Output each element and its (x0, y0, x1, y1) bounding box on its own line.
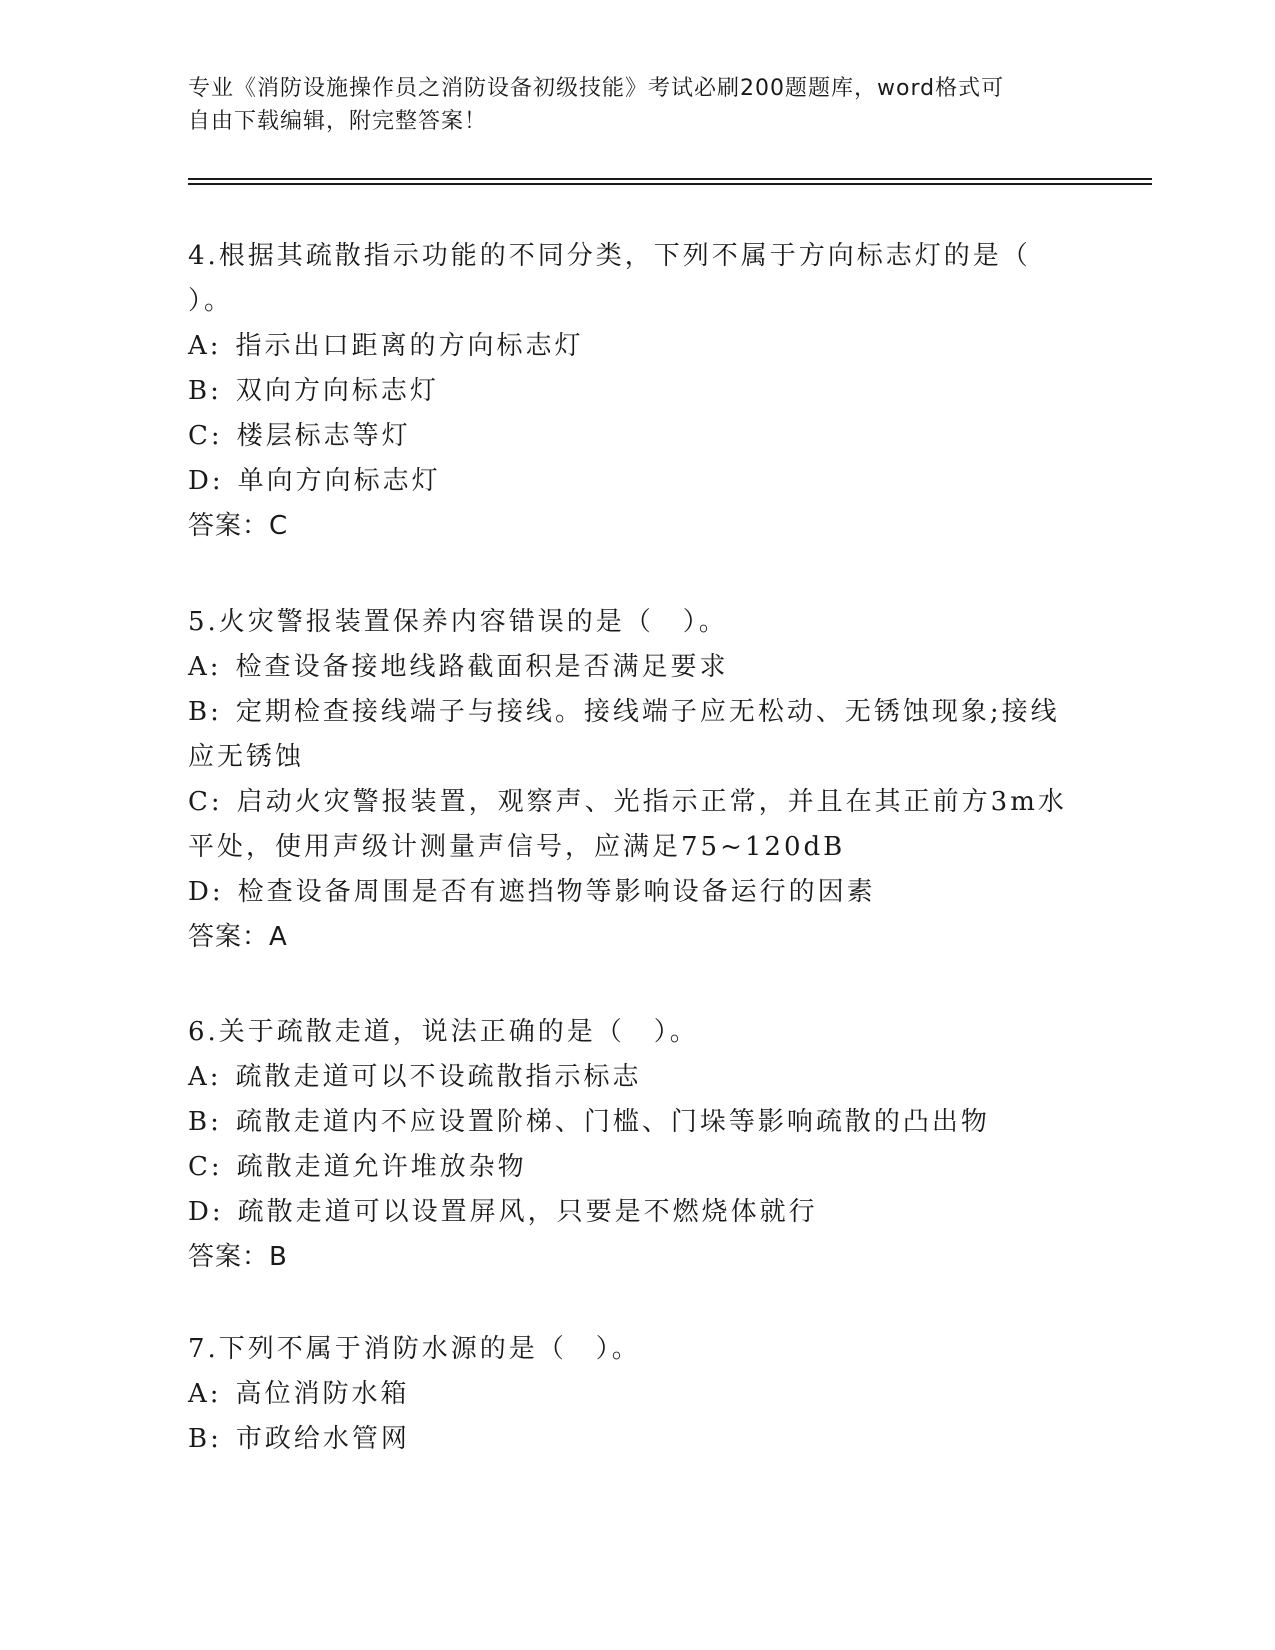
option-letter: A: (188, 1379, 222, 1409)
option-letter: D: (188, 877, 224, 907)
option-letter: A: (188, 652, 222, 682)
question-stem-continued: ）。 (188, 286, 234, 316)
option-text: 指示出口距离的方向标志灯 (235, 331, 584, 361)
option-text: 疏散走道可以不设疏散指示标志 (235, 1062, 642, 1092)
option-b (188, 690, 1068, 735)
option-d (188, 870, 1068, 915)
option-text: 单向方向标志灯 (237, 466, 441, 496)
question-6 (188, 1010, 1068, 1280)
header-line-2: 自由下载编辑，附完整答案！ (188, 109, 488, 134)
option-c-continued: 平处，使用声级计测量声信号，应满足75~120dB (188, 832, 846, 862)
option-b-continued: 应无锈蚀 (188, 742, 305, 772)
option-letter: B: (188, 376, 222, 406)
document-header (188, 72, 1068, 138)
option-letter: A: (188, 331, 222, 361)
option-text: 疏散走道可以设置屏风，只要是不燃烧体就行 (237, 1197, 818, 1227)
header-line-1: 专业《消防设施操作员之消防设备初级技能》考试必刷200题题库，word格式可 (188, 76, 1005, 101)
answer: 答案：B (188, 1242, 288, 1272)
option-text: 检查设备接地线路截面积是否满足要求 (235, 652, 729, 682)
option-letter: B: (188, 697, 222, 727)
option-letter: C: (188, 421, 223, 451)
question-stem: 5.火灾警报装置保养内容错误的是（ ）。 (188, 607, 728, 637)
question-stem: 7.下列不属于消防水源的是（ ）。 (188, 1334, 641, 1364)
option-letter: D: (188, 466, 224, 496)
option-text: 双向方向标志灯 (235, 376, 439, 406)
option-a (188, 1055, 1068, 1100)
option-text: 疏散走道允许堆放杂物 (236, 1152, 527, 1182)
option-d (188, 459, 1068, 504)
header-divider-bottom (188, 183, 1152, 185)
option-d (188, 1190, 1068, 1235)
option-letter: B: (188, 1107, 222, 1137)
header-divider-top (188, 178, 1152, 180)
option-text: 启动火灾警报装置，观察声、光指示正常，并且在其正前方3m水 (236, 787, 1067, 817)
option-c (188, 780, 1068, 825)
option-letter: D: (188, 1197, 224, 1227)
question-4 (188, 234, 1068, 549)
option-text: 定期检查接线端子与接线。接线端子应无松动、无锈蚀现象;接线 (235, 697, 1060, 727)
option-text: 市政给水管网 (235, 1424, 410, 1454)
option-text: 高位消防水箱 (235, 1379, 410, 1409)
option-text: 检查设备周围是否有遮挡物等影响设备运行的因素 (237, 877, 876, 907)
question-stem: 6.关于疏散走道，说法正确的是（ ）。 (188, 1017, 699, 1047)
answer: 答案：C (188, 511, 289, 541)
option-b (188, 369, 1068, 414)
option-letter: B: (188, 1424, 222, 1454)
option-a (188, 1372, 1068, 1417)
answer: 答案：A (188, 922, 288, 952)
option-letter: C: (188, 1152, 223, 1182)
option-letter: A: (188, 1062, 222, 1092)
option-b (188, 1417, 1068, 1462)
option-c (188, 414, 1068, 459)
option-b (188, 1100, 1068, 1145)
question-7 (188, 1327, 1068, 1462)
option-a (188, 645, 1068, 690)
question-stem: 4.根据其疏散指示功能的不同分类，下列不属于方向标志灯的是（ (188, 241, 1031, 271)
option-text: 楼层标志等灯 (236, 421, 411, 451)
option-c (188, 1145, 1068, 1190)
option-a (188, 324, 1068, 369)
option-text: 疏散走道内不应设置阶梯、门槛、门垛等影响疏散的凸出物 (235, 1107, 990, 1137)
option-letter: C: (188, 787, 223, 817)
question-5 (188, 600, 1068, 960)
